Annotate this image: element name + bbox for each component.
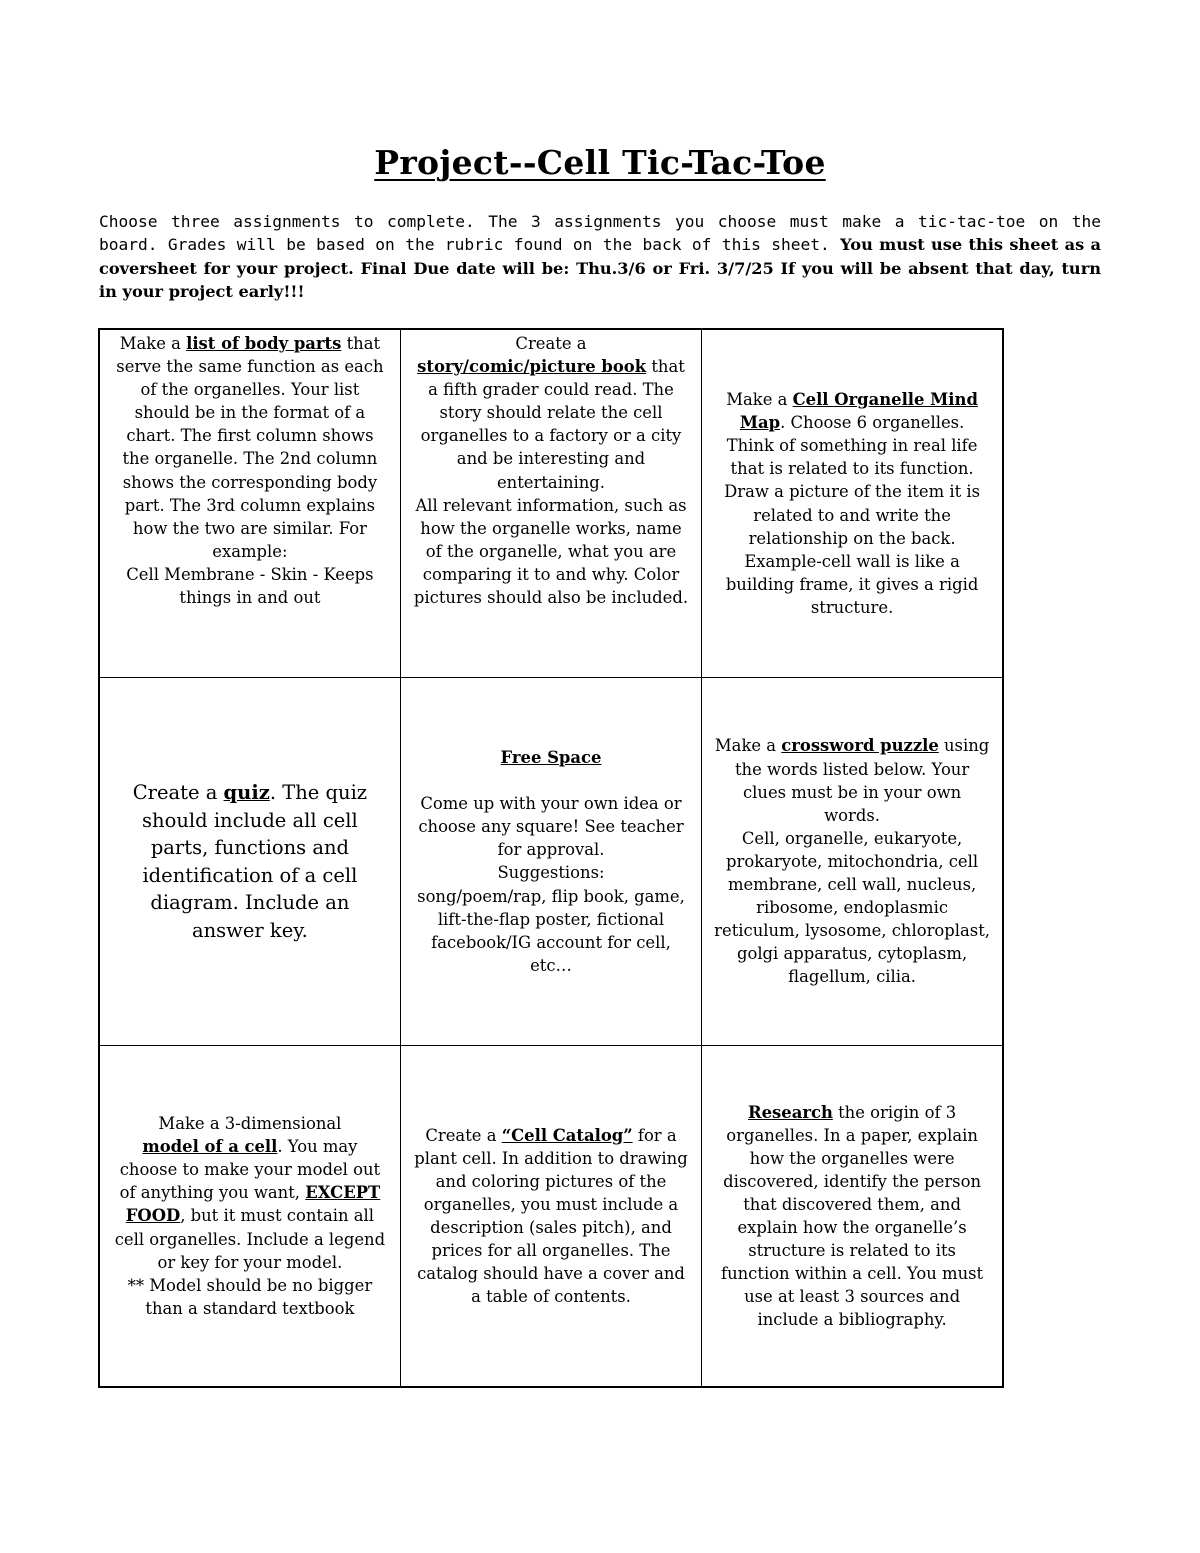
cell-2-emphasis: story/comic/picture book <box>417 357 647 377</box>
cell-4-emphasis: quiz <box>223 781 270 804</box>
cell-crossword <box>702 678 1003 1046</box>
cell-7-body: . You may choose to make your model out of anything you want, <box>119 1137 381 1203</box>
cell-7-body-2: , but it must contain all cell organelles. Include a legend or key for your model. <box>114 1206 386 1272</box>
cell-catalog <box>400 1046 701 1388</box>
cell-1-body: that serve the same function as each of the organelles. Your list should be in the format of a chart. The first column shows the organelle. The 2nd column shows the corresponding body part. The 3rd column explains how the two are similar. For example: <box>116 334 384 561</box>
cell-6-emphasis: crossword puzzle <box>781 736 939 756</box>
cell-5-emphasis: Free Space <box>500 748 602 768</box>
cell-6-pre: Make a <box>714 736 777 756</box>
cell-2-body-2: All relevant information, such as how the organelle works, name of the organelle, what you are comparing it to and why. Color pictures should also be included. <box>413 495 689 608</box>
cell-5-suggestions: song/poem/rap, flip book, game, lift-the-flap poster, fictional facebook/IG account for cell, etc… <box>417 886 685 975</box>
cell-7-emphasis-2: EXCEPT FOOD <box>125 1183 381 1226</box>
cell-5-body: Come up with your own idea or choose any square! See teacher for approval. <box>418 794 684 860</box>
instructions-bold-text: You must use this sheet as a coversheet for your project. Final Due date will be: Thu.3/6 or Fri. 3/7/25 If you will be absent that day, turn in your project early!!! <box>99 235 1101 301</box>
instructions-text: Choose three assignments to complete. The 3 assignments you choose must make a tic-tac-toe on the board. Grades will be based on the rubric found on the back of this sheet. <box>99 212 1101 255</box>
cell-story-comic <box>400 329 701 678</box>
cell-7-emphasis: model of a cell <box>142 1137 278 1157</box>
cell-3-emphasis: Cell Organelle Mind Map <box>739 390 978 433</box>
cell-free-space <box>400 678 701 1046</box>
cell-research <box>702 1046 1003 1388</box>
board-row-1 <box>99 329 1003 678</box>
cell-5-spacer <box>413 769 689 792</box>
cell-2-pre: Create a <box>515 334 587 353</box>
cell-9-emphasis: Research <box>748 1102 833 1122</box>
cell-mind-map <box>702 329 1003 678</box>
cell-body-parts-list <box>99 329 400 678</box>
cell-quiz <box>99 678 400 1046</box>
cell-6-body: using the words listed below. Your clues must be in your own words. <box>734 736 990 825</box>
board-row-3 <box>99 1046 1003 1388</box>
cell-7-pre: Make a 3-dimensional <box>158 1114 342 1134</box>
cell-4-pre: Create a <box>132 781 218 804</box>
cell-1-pre: Make a <box>119 334 181 353</box>
cell-3-pre: Make a <box>726 390 788 410</box>
cell-9-body: the origin of 3 organelles. In a paper, explain how the organelles were discovered, identify the person that discovered them, and explain how the organelle’s structure is related to its function within a cell. You must use at least 3 sources and include a bibliography. <box>721 1102 984 1330</box>
cell-7-note: ** Model should be no bigger than a standard textbook <box>127 1275 373 1318</box>
cell-8-pre: Create a <box>425 1125 497 1145</box>
cell-3-body: . Choose 6 organelles. Think of something in real life that is related to its function. Draw a picture of the item it is related to and write the relationship on the back. Example-cell wall is like a building frame, it gives a rigid structure. <box>724 413 981 617</box>
board-row-2 <box>99 678 1003 1046</box>
instructions-paragraph <box>99 210 1101 303</box>
cell-6-words: Cell, organelle, eukaryote, prokaryote, mitochondria, cell membrane, cell wall, nucleus, ribosome, endoplasmic reticulum, lysosome, chloroplast, golgi apparatus, cytoplasm, flagellum, cilia. <box>714 828 991 987</box>
page-title: Project--Cell Tic-Tac-Toe <box>374 143 826 182</box>
cell-1-emphasis: list of body parts <box>186 334 342 353</box>
cell-1-example: Cell Membrane - Skin - Keeps things in and out <box>126 564 374 608</box>
cell-4-body: . The quiz should include all cell parts, functions and identification of a cell diagram. Include an answer key. <box>142 781 368 942</box>
cell-8-emphasis: “Cell Catalog” <box>501 1125 633 1145</box>
cell-3d-model <box>99 1046 400 1388</box>
cell-2-body: that a fifth grader could read. The story should relate the cell organelles to a factory or a city and be interesting and entertaining. <box>420 357 685 492</box>
cell-5-suggestions-label: Suggestions: <box>497 863 605 883</box>
tic-tac-toe-board <box>98 328 1004 1388</box>
cell-8-body: for a plant cell. In addition to drawing and coloring pictures of the organelles, you must include a description (sales pitch), and prices for all organelles. The catalog should have a cover and a table of contents. <box>414 1125 688 1307</box>
